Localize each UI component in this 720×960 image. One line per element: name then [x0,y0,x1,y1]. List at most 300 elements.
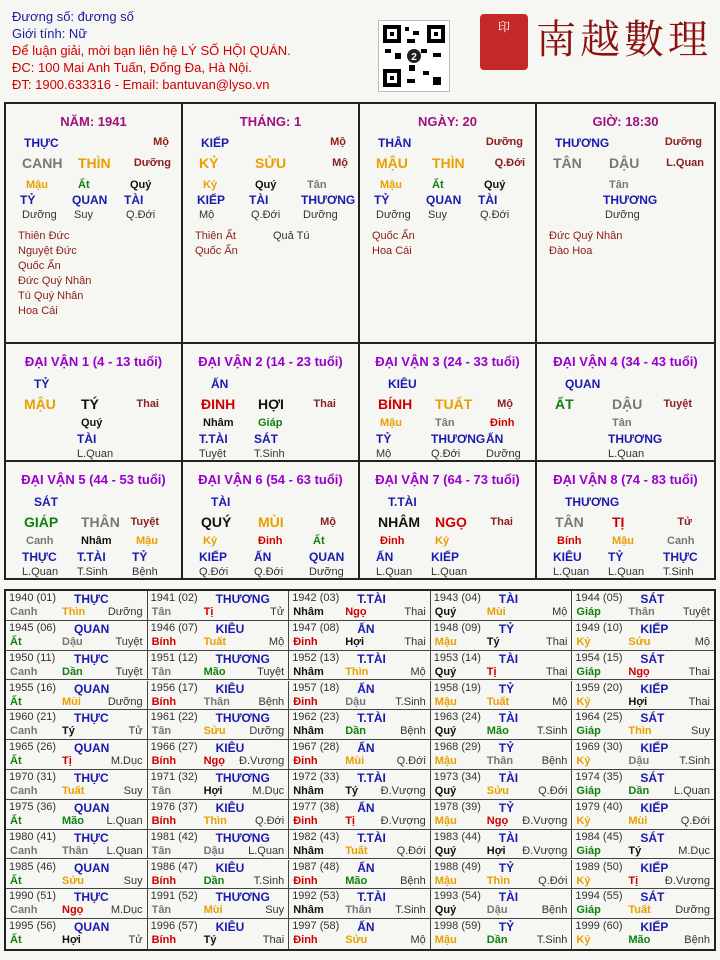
year-can: Giáp [576,844,601,857]
year-can: Bính [151,755,177,768]
year-state: Suy [265,904,285,917]
dai-van-god: SÁT [34,495,58,509]
year-can: Quý [434,606,457,618]
hidden-god: ẤN [376,550,394,564]
year-god: TỶ [498,621,515,636]
year-state: Thai [545,635,568,648]
dai-van-god: ẤN [211,377,229,391]
year-chi: Thân [62,844,89,857]
year-god: THỰC [74,592,109,606]
hidden-god: THƯƠNG [603,193,658,207]
hidden-stem: Bính [557,535,582,547]
year-can: Quý [434,904,457,917]
year-label: 1981 (42) [150,830,198,843]
year-state: Q.Đới [396,844,426,857]
hidden-state: T.Sinh [254,448,285,460]
pillar-title: GIỜ: 18:30 [592,114,659,129]
year-cell [148,591,290,621]
year-chi: Dậu [628,755,650,768]
hidden-stem: Kỷ [435,535,450,547]
hidden-god: KIẾP [431,550,460,564]
year-chi: Sửu [628,635,651,648]
year-chi: Mão [203,665,226,678]
year-cell [6,770,148,800]
year-label: 1994 (55) [575,890,623,903]
year-label: 1941 (02) [150,592,198,604]
year-cell [6,681,148,711]
year-label: 1975 (36) [9,800,57,813]
year-chi: Sửu [486,785,509,797]
hidden-stem: Ất [313,535,325,547]
year-cell [148,919,290,949]
year-can: Quý [434,785,457,797]
year-label: 1952 (13) [292,651,340,664]
year-chi: Hợi [486,844,506,857]
year-cell [148,651,290,681]
year-can: Quý [434,844,457,857]
year-chi: Thân [486,755,514,768]
year-god: KIÊU [215,621,245,636]
hidden-state: Suy [428,209,447,221]
subject-name: Đương số: đương số [12,9,134,24]
year-god: KIẾP [640,800,669,815]
dai-van-can: ĐINH [201,396,236,412]
year-can: Giáp [576,904,601,917]
hidden-state: Q.Đới [254,566,284,578]
hidden-state: Q.Đới [126,209,156,221]
year-god: KIẾP [640,621,669,636]
year-god: ẤN [357,800,375,815]
address: ĐC: 100 Mai Anh Tuấn, Đống Đa, Hà Nội. [12,60,252,75]
year-cell [572,830,714,860]
red-seal-logo [480,14,528,70]
year-chi: Tý [628,844,642,857]
year-cell [572,800,714,830]
year-can: Kỷ [576,755,591,768]
year-can: Nhâm [293,904,324,917]
dai-van-title: ĐẠI VẬN 5 (44 - 53 tuổi) [21,472,166,487]
year-chi: Sửu [62,874,85,887]
dai-van-star: Mộ [320,516,336,528]
year-cell [572,740,714,770]
year-chi: Ngọ [345,606,367,618]
hidden-stem: Tân [435,417,455,429]
svg-text:2: 2 [411,52,417,63]
dai-van-title: ĐẠI VẬN 3 (24 - 33 tuổi) [375,354,520,369]
year-god: TỶ [498,860,515,875]
hidden-state: L.Quan [608,448,645,460]
hidden-god: TỶ [20,193,36,207]
year-chi: Tý [203,934,217,947]
year-state: Mộ [552,695,568,708]
year-cell [431,830,573,860]
dai-van-god: QUAN [565,377,601,391]
year-god: ẤN [357,681,375,696]
year-god: TÀI [498,651,519,666]
year-cell [148,800,290,830]
star-label: Nguyệt Đức [18,245,77,257]
year-can: Tân [151,665,172,678]
year-cell [431,770,573,800]
dai-van-star: Thai [136,398,159,410]
year-can: Ất [10,635,22,648]
dai-van-chi: DẬU [612,396,643,412]
year-cell [431,889,573,919]
year-god: TÀI [498,592,519,606]
hidden-state: Q.Đới [431,448,461,460]
year-state: Tuyệt [257,665,285,678]
year-cell [431,621,573,651]
year-can: Bính [151,874,177,887]
year-label: 1945 (06) [9,621,57,634]
hidden-state: L.Quan [77,448,114,460]
year-god: T.TÀI [357,890,386,905]
year-chi: Ngọ [628,665,650,678]
dai-van-title: ĐẠI VẬN 2 (14 - 23 tuổi) [198,354,343,369]
year-chi: Dần [628,785,650,797]
dai-van-title: ĐẠI VẬN 8 (74 - 83 tuổi) [553,472,698,487]
star-label: Quả Tú [273,230,310,242]
year-state: Mộ [410,665,426,678]
year-can: Giáp [576,725,601,738]
dai-van-title: ĐẠI VẬN 6 (54 - 63 tuổi) [198,472,343,487]
year-god: TÀI [498,771,519,785]
pillar-can: CANH [22,155,63,171]
year-state: Suy [123,874,143,887]
year-state: Tử [270,606,285,618]
dai-van-chi: TỊ [612,514,625,530]
year-god: ẤN [357,860,375,875]
year-can: Nhâm [293,725,324,738]
year-can: Đinh [293,874,318,887]
pillar-chi: SỬU [255,155,287,171]
year-label: 1991 (52) [150,890,198,903]
year-state: Thai [404,606,426,618]
year-can: Mậu [434,695,457,708]
star-label: Hoa Cái [372,245,412,257]
year-god: TỶ [498,920,515,935]
dai-van-cell [360,462,537,580]
dai-van-cell [6,344,183,462]
year-god: THỰC [74,651,109,666]
year-can: Tân [151,785,172,797]
year-can: Mậu [434,635,457,648]
year-god: THỰC [74,890,109,905]
year-god: TỶ [498,741,515,756]
year-god: KIÊU [215,741,245,756]
year-label: 1979 (40) [575,800,623,813]
dai-van-star: Tuyệt [663,398,692,410]
year-chi: Tý [345,785,359,797]
hidden-god: T.TÀI [199,432,228,446]
year-state: Thai [688,695,710,708]
year-cell [148,681,290,711]
pillar-chi-star: Mộ [332,157,348,169]
year-cell [572,710,714,740]
year-chi: Mùi [62,695,81,708]
pillar-title: NGÀY: 20 [418,114,477,129]
year-cell [148,740,290,770]
year-state: Mộ [268,635,285,648]
year-label: 1985 (46) [9,860,57,873]
dai-van-can: MẬU [24,396,56,412]
year-cell [431,919,573,949]
dai-van-star: Mộ [497,398,513,410]
dai-van-god: THƯƠNG [565,495,620,509]
year-label: 1959 (20) [575,681,623,694]
dai-van-title: ĐẠI VẬN 4 (34 - 43 tuổi) [553,354,698,369]
year-god: KIÊU [215,681,245,696]
year-state: T.Sinh [253,874,285,887]
year-chi: Thân [203,695,230,708]
hidden-god: THƯƠNG [301,193,356,207]
hidden-state: Dưỡng [303,209,338,221]
year-can: Bính [151,814,177,827]
year-cell [6,889,148,919]
year-state: Bệnh [541,904,568,917]
year-state: Mộ [552,606,568,618]
year-label: 1963 (24) [433,711,481,724]
year-label: 1983 (44) [433,830,481,843]
year-god: QUAN [74,800,110,815]
year-label: 1957 (18) [292,681,340,694]
year-chi: Mão [345,874,368,887]
pillar-god: THƯƠNG [555,136,610,150]
calligraphy-logo: 南越數理 [536,17,712,63]
hidden-state: Q.Đới [199,566,229,578]
year-label: 1955 (16) [9,681,57,694]
year-chi: Hợi [345,635,365,648]
year-can: Canh [10,665,38,678]
year-state: Đ.Vượng [380,814,426,827]
year-state: Bệnh [258,695,285,708]
year-chi: Mão [628,934,651,947]
dai-van-title: ĐẠI VẬN 1 (4 - 13 tuổi) [24,354,163,369]
hidden-stem: Quý [255,179,277,191]
hidden-stem: Mậu [380,417,402,429]
year-chi: Thìn [628,725,652,738]
year-god: QUAN [74,681,110,696]
header-info [12,8,291,93]
year-label: 1992 (53) [292,890,340,903]
pillar-title: NĂM: 1941 [60,114,127,129]
year-god: THỰC [74,830,109,845]
year-can: Đinh [293,755,318,768]
year-god: T.TÀI [357,651,386,666]
dai-van-cell [537,344,714,462]
dai-van-star: Tuyệt [130,516,159,528]
year-god: QUAN [74,741,110,756]
dai-van-can: BÍNH [378,396,413,412]
year-god: SÁT [640,651,665,666]
year-cell [289,621,431,651]
year-god: T.TÀI [357,771,386,785]
year-state: Đ.Vượng [380,785,426,797]
hidden-god: THỰC [663,550,698,564]
year-chi: Thân [345,904,372,917]
year-chi: Dậu [62,635,83,648]
dai-van-cell [183,344,360,462]
year-god: SÁT [640,830,665,845]
year-cell [572,621,714,651]
year-god: QUAN [74,860,110,875]
year-can: Kỷ [576,934,591,947]
year-state: L.Quan [106,844,143,857]
year-cell [431,651,573,681]
year-cell [6,740,148,770]
dai-van-chi: NGỌ [435,514,467,530]
year-label: 1951 (12) [150,651,198,664]
year-god: KIÊU [215,920,245,935]
year-god: T.TÀI [357,830,386,845]
year-label: 1993 (54) [433,890,481,903]
year-can: Quý [434,725,457,738]
year-state: M.Dục [110,904,143,917]
year-god: THỰC [74,711,109,726]
year-chi: Hợi [62,934,81,947]
year-state: T.Sinh [536,934,568,947]
year-cell [289,919,431,949]
year-chi: Tý [62,725,75,738]
pillar-god-star: Mộ [153,136,169,148]
year-god: THƯƠNG [215,830,270,845]
year-can: Kỷ [576,695,591,708]
year-cell [289,681,431,711]
hidden-stem: Nhâm [203,417,234,429]
year-label: 1984 (45) [575,830,623,843]
hidden-god: TỶ [608,550,624,564]
year-state: Đ.Vượng [239,755,285,768]
year-state: Thai [545,665,568,678]
year-god: SÁT [640,890,665,905]
year-cell [431,800,573,830]
hidden-state: Mộ [199,209,215,221]
year-label: 1978 (39) [433,800,481,813]
pillar-cell [6,104,183,344]
year-god: THƯƠNG [215,890,270,905]
year-label: 1956 (17) [150,681,198,694]
year-cell [572,770,714,800]
hidden-god: QUAN [426,193,462,207]
year-cell [148,830,290,860]
year-god: SÁT [640,592,665,606]
year-label: 1974 (35) [575,771,623,783]
hidden-state: L.Quan [608,566,645,578]
year-can: Canh [10,606,38,618]
year-cell [289,710,431,740]
hidden-stem: Đinh [380,535,405,547]
year-cell [148,860,290,890]
hidden-state: Dưỡng [486,448,521,460]
year-can: Canh [10,785,38,797]
hidden-state: Mộ [376,448,392,460]
hidden-stem: Canh [26,535,54,547]
year-god: SÁT [640,711,665,726]
pillar-cell [183,104,360,344]
star-label: Quốc Ấn [18,260,61,272]
year-chi: Tuất [203,635,226,648]
year-label: 1947 (08) [292,621,340,634]
year-label: 1997 (58) [292,920,340,933]
hidden-stem: Ất [78,179,90,191]
year-state: T.Sinh [395,904,426,917]
hidden-state: Dưỡng [309,566,344,578]
year-cell [289,770,431,800]
year-cell [148,770,290,800]
pillar-cell [360,104,537,344]
pillar-can: MẬU [376,155,408,171]
year-cell [6,710,148,740]
dai-van-god: TỶ [34,377,50,391]
year-state: Thai [688,665,710,678]
year-chi: Dậu [486,904,508,917]
year-chi: Mùi [345,755,365,768]
year-state: Q.Đới [538,785,568,797]
year-can: Đinh [293,934,318,947]
year-can: Mậu [434,755,457,768]
hidden-state: Dưỡng [605,209,640,221]
year-cell [289,889,431,919]
star-label: Thiên Ất [195,230,236,242]
year-label: 1954 (15) [575,651,623,664]
phone-email[interactable]: ĐT: 1900.633316 - Email: bantuvan@lyso.vn [12,77,270,92]
hidden-stem: Đinh [258,535,283,547]
qr-code-icon [378,20,450,92]
hidden-stem: Canh [667,535,695,547]
year-label: 1944 (05) [575,592,623,604]
star-label: Hoa Cái [18,305,58,317]
year-can: Nhâm [293,844,324,857]
hidden-state: Q.Đới [251,209,281,221]
hidden-stem: Quý [81,417,103,429]
year-cell [6,919,148,949]
year-label: 1971 (32) [150,771,198,783]
hidden-stem: Tân [307,179,327,191]
year-state: Mộ [694,635,710,648]
year-can: Tân [151,844,172,857]
year-can: Mậu [434,814,457,827]
pillar-can: TÂN [553,155,582,171]
hidden-stem: Nhâm [81,535,112,547]
year-label: 1987 (48) [292,860,340,873]
year-cell [289,800,431,830]
year-cell [431,710,573,740]
dai-van-star: Thai [490,516,513,528]
year-cell [148,710,290,740]
year-can: Mậu [434,874,457,887]
pillar-god: KIẾP [201,136,230,150]
dai-van-chi: TÝ [81,396,99,412]
year-label: 1958 (19) [433,681,481,694]
year-god: KIÊU [215,860,245,875]
hidden-stem: Đinh [490,417,515,429]
year-cell [289,591,431,621]
year-god: KIẾP [640,681,669,696]
hidden-stem: Mậu [380,179,402,191]
year-cell [572,651,714,681]
year-cell [289,651,431,681]
hidden-god: TÀI [77,432,97,446]
hidden-state: L.Quan [22,566,59,578]
year-chi: Sửu [203,725,226,738]
hidden-stem: Kỷ [203,535,218,547]
year-cell [572,860,714,890]
year-chi: Tị [203,606,214,618]
year-chi: Dậu [345,695,366,708]
dai-van-cell [537,462,714,580]
year-label: 1973 (34) [433,771,481,783]
hidden-stem: Quý [130,179,152,191]
